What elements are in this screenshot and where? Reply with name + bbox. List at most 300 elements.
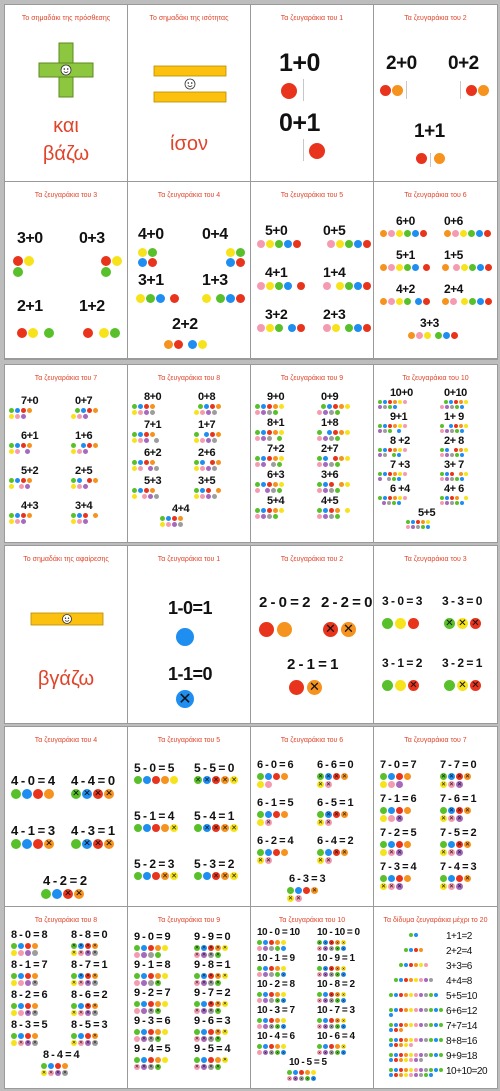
counter-dots	[194, 460, 222, 471]
counter-dots	[317, 940, 351, 951]
counter-dots	[317, 1044, 351, 1055]
crossed-dot	[215, 1064, 221, 1070]
crossed-dot	[341, 849, 348, 856]
counter-dot	[148, 466, 153, 471]
counter-dots	[380, 773, 416, 788]
counter-dot	[424, 978, 428, 982]
crossed-dot	[93, 789, 103, 799]
crossed-dot	[208, 1064, 214, 1070]
counter-dot	[32, 943, 38, 949]
equation: 7 - 0 = 7	[380, 759, 417, 771]
counter-dot	[345, 508, 350, 513]
card-minus-pairs-of-4	[5, 727, 128, 907]
crossed-dot	[215, 980, 221, 986]
counter-dot	[141, 980, 147, 986]
counter-dot	[132, 410, 137, 415]
equation: 9+1	[390, 411, 408, 423]
counter-dot	[27, 443, 32, 448]
counter-dot	[267, 404, 272, 409]
crossed-dot	[329, 992, 334, 997]
crossed-dot	[323, 972, 328, 977]
counter-dot	[162, 1057, 168, 1063]
counter-dot	[455, 453, 459, 457]
counter-dot	[77, 478, 82, 483]
counter-dots	[378, 424, 407, 433]
counter-dot	[378, 448, 382, 452]
counter-dot	[25, 449, 30, 454]
counter-dot	[404, 963, 408, 967]
counter-dot	[261, 430, 266, 435]
counter-dot	[409, 1073, 413, 1077]
counter-dot	[154, 438, 159, 443]
counter-dots	[257, 1044, 291, 1055]
counter-dot	[166, 516, 171, 521]
counter-dot	[265, 773, 272, 780]
counter-dots	[389, 993, 443, 997]
equation: 1+8	[321, 417, 339, 429]
equation: 4+2	[396, 282, 415, 296]
counter-dot	[383, 496, 387, 500]
counter-dot	[150, 460, 155, 465]
counter-dot	[424, 1023, 428, 1027]
counter-dot	[460, 453, 464, 457]
counter-dot	[339, 404, 344, 409]
counter-dot	[172, 516, 177, 521]
crossed-dot	[317, 781, 324, 788]
counter-dot	[255, 488, 260, 493]
counter-dot	[419, 1058, 423, 1062]
counter-dot	[440, 424, 444, 428]
equation: 2+1	[17, 298, 43, 315]
counter-dot	[265, 781, 272, 788]
card-pairs-of-9	[251, 365, 374, 542]
counter-dot	[404, 807, 411, 814]
counter-dots	[71, 478, 99, 489]
counter-dot	[464, 472, 468, 476]
counter-dot	[154, 494, 159, 499]
counter-dot	[281, 83, 297, 99]
equation: 2+2=4	[446, 946, 472, 957]
crossed-dot	[464, 875, 471, 882]
divider	[406, 81, 407, 99]
crossed-dot	[341, 966, 346, 971]
card-title: Το σημαδάκι της αφαίρεσης	[23, 556, 109, 563]
counter-dot	[394, 978, 398, 982]
counter-dot	[403, 400, 407, 404]
card-pairs-of-1	[251, 5, 374, 182]
counter-dots	[380, 264, 430, 271]
counter-dot	[448, 841, 455, 848]
crossed-dot	[201, 1036, 207, 1042]
card-pairs-of-5	[251, 182, 374, 359]
counter-dot	[378, 424, 382, 428]
counter-dot	[9, 408, 14, 413]
counter-dots	[11, 1033, 43, 1046]
counter-dots	[389, 1068, 443, 1077]
counter-dot	[83, 519, 88, 524]
counter-dot	[152, 824, 160, 832]
counter-dots	[194, 872, 243, 880]
counter-dots	[317, 430, 351, 441]
card-title: Τα ζευγαράκια του 3	[34, 192, 98, 199]
counter-dot	[403, 472, 407, 476]
crossed-dot	[85, 1003, 91, 1009]
counter-dot	[134, 980, 140, 986]
crossed-dot	[194, 776, 202, 784]
counter-dot	[411, 520, 415, 524]
counter-dots	[9, 478, 37, 489]
counter-dot	[281, 811, 288, 818]
counter-dot	[450, 453, 454, 457]
counter-dot	[389, 993, 393, 997]
counter-dot	[281, 992, 286, 997]
counter-dot	[15, 478, 20, 483]
counter-dot	[155, 1001, 161, 1007]
card-minus-pairs-of-1	[128, 546, 251, 723]
equation: 2 - 2 = 0	[321, 594, 372, 611]
counter-dots	[257, 240, 301, 248]
crossed-dot	[92, 980, 98, 986]
counter-dot	[141, 952, 147, 958]
counter-dot	[440, 472, 444, 476]
counter-dot	[269, 940, 274, 945]
counter-dot	[309, 143, 325, 159]
counter-dots	[134, 945, 173, 958]
crossed-dot	[92, 1010, 98, 1016]
counter-dot	[394, 1038, 398, 1042]
equation: 1+5	[444, 248, 463, 262]
counter-dot	[404, 993, 408, 997]
equation: 0+7	[75, 395, 93, 407]
counter-dot	[404, 773, 411, 780]
counter-dot	[206, 410, 211, 415]
counter-dot	[21, 513, 26, 518]
counter-dot	[424, 1068, 428, 1072]
crossed-dot	[230, 776, 238, 784]
divider	[460, 81, 461, 99]
crossed-dot	[341, 972, 346, 977]
counter-dot	[155, 1029, 161, 1035]
counter-dot	[424, 1008, 428, 1012]
counter-dots	[440, 875, 476, 890]
crossed-dot	[63, 889, 73, 899]
crossed-dot	[85, 1040, 91, 1046]
counter-dots	[317, 508, 351, 519]
counter-dot	[404, 1043, 408, 1047]
counter-dot	[132, 404, 137, 409]
counter-dot	[148, 1001, 154, 1007]
counter-dot	[414, 993, 418, 997]
counter-dot	[83, 484, 88, 489]
counter-dot	[388, 773, 395, 780]
crossed-dot	[317, 1024, 322, 1029]
counter-dot	[414, 1068, 418, 1072]
counter-dot	[81, 443, 86, 448]
counter-dot	[11, 943, 17, 949]
counter-dot	[77, 519, 82, 524]
counter-dot	[394, 1043, 398, 1047]
counter-dots	[134, 1001, 173, 1014]
counter-dot	[419, 1053, 423, 1057]
crossed-dot	[48, 1070, 54, 1076]
counter-dot	[138, 404, 143, 409]
counter-dot	[335, 436, 340, 441]
counter-dots	[164, 340, 207, 349]
counter-dots	[194, 824, 243, 832]
counter-dot	[464, 400, 468, 404]
counter-dot	[345, 482, 350, 487]
counter-dot	[275, 992, 280, 997]
counter-dot	[194, 973, 200, 979]
crossed-dot	[456, 807, 463, 814]
counter-dot	[383, 424, 387, 428]
counter-dot	[273, 849, 280, 856]
counter-dots	[323, 622, 356, 637]
card-title: Τα ζευγαράκια του 8	[157, 375, 221, 382]
counter-dot	[450, 501, 454, 505]
counter-dots	[389, 1053, 443, 1062]
counter-dot	[155, 1057, 161, 1063]
counter-dot	[380, 807, 387, 814]
counter-dot	[439, 1053, 443, 1057]
counter-dot	[419, 1068, 423, 1072]
equation: 7 - 7 = 0	[440, 759, 477, 771]
crossed-dot	[341, 1024, 346, 1029]
counter-dot	[383, 453, 387, 457]
crossed-dot	[85, 980, 91, 986]
counter-dots	[382, 618, 419, 629]
crossed-dot	[380, 883, 387, 890]
counter-dots	[404, 948, 428, 952]
counter-dots	[41, 889, 89, 899]
crossed-dot	[333, 811, 340, 818]
counter-dot	[71, 839, 81, 849]
counter-dot	[275, 946, 280, 951]
counter-dot	[323, 436, 328, 441]
counter-dot	[11, 1040, 17, 1046]
counter-dot	[378, 429, 382, 433]
counter-dot	[142, 494, 147, 499]
counter-dots	[132, 432, 160, 443]
counter-dot	[21, 478, 26, 483]
equation: 6 - 5 = 1	[317, 797, 354, 809]
counter-dot	[41, 1063, 47, 1069]
crossed-dot	[323, 946, 328, 951]
counter-dot	[200, 494, 205, 499]
equation: 8+0	[144, 391, 162, 403]
counter-dot	[144, 404, 149, 409]
counter-dot	[134, 1001, 140, 1007]
crossed-dot	[317, 998, 322, 1003]
card-minus-pairs-of-10	[251, 907, 374, 1088]
counter-dots	[444, 680, 481, 691]
counter-dot	[194, 824, 202, 832]
counter-dot	[93, 513, 98, 518]
equation: 3+0	[17, 230, 43, 247]
counter-dots	[255, 430, 289, 441]
counter-dot	[9, 519, 14, 524]
counter-dot	[52, 889, 62, 899]
crossed-dot	[341, 1044, 346, 1049]
counter-dot	[414, 1058, 418, 1062]
counter-dot	[279, 404, 284, 409]
counter-dot	[339, 430, 344, 435]
counter-dot	[464, 424, 468, 428]
counter-dot	[345, 456, 350, 461]
equation: 4+0	[138, 226, 164, 243]
counter-dot	[44, 789, 54, 799]
counter-dot	[383, 400, 387, 404]
equation: 3+2	[265, 306, 288, 322]
crossed-dot	[32, 1040, 38, 1046]
equation: 1+6	[75, 430, 93, 442]
crossed-dot	[448, 883, 455, 890]
crossed-dot	[44, 839, 54, 849]
counter-dot	[261, 462, 266, 467]
card-title: Τα ζευγαράκια του 5	[157, 737, 221, 744]
counter-dot	[33, 839, 43, 849]
counter-dot	[161, 824, 169, 832]
counter-dot	[273, 430, 278, 435]
crossed-dot	[155, 1064, 161, 1070]
card-title: Τα δίδυμα ζευγαράκια μέχρι το 20	[383, 917, 488, 924]
crossed-dot	[317, 946, 322, 951]
counter-dot	[32, 950, 38, 956]
counter-dot	[134, 973, 140, 979]
counter-dot	[267, 482, 272, 487]
crossed-dot	[74, 889, 84, 899]
counter-dot	[383, 448, 387, 452]
counter-dot	[404, 1058, 408, 1062]
counter-dot	[389, 1038, 393, 1042]
counter-dot	[317, 430, 322, 435]
counter-dot	[460, 501, 464, 505]
counter-dots	[440, 400, 469, 409]
counter-dot	[414, 1008, 418, 1012]
crossed-dot	[18, 1040, 24, 1046]
crossed-dot	[25, 1040, 31, 1046]
counter-dots	[11, 1003, 43, 1016]
counter-dot	[323, 488, 328, 493]
counter-dot	[380, 849, 387, 856]
counter-dot	[216, 404, 221, 409]
counter-dot	[393, 424, 397, 428]
counter-dot	[419, 963, 423, 967]
counter-dot	[382, 501, 386, 505]
counter-dot	[200, 410, 205, 415]
equation: 5+4	[267, 495, 285, 507]
card-title: Τα ζευγαράκια του 1	[280, 15, 344, 22]
crossed-dot	[341, 1018, 346, 1023]
crossed-dot	[78, 950, 84, 956]
equation: 3 - 0 = 3	[382, 594, 422, 608]
crossed-dot	[215, 1029, 221, 1035]
counter-dot	[323, 410, 328, 415]
equation: 10 - 10 = 0	[317, 927, 360, 938]
counter-dot	[257, 972, 262, 977]
counter-dot	[329, 514, 334, 519]
counter-dot	[263, 1024, 268, 1029]
counter-dot	[335, 1044, 340, 1049]
equation: 6 +4	[390, 483, 410, 495]
counter-dot	[15, 519, 20, 524]
counter-dot	[27, 478, 32, 483]
counter-dot	[393, 405, 397, 409]
counter-dot	[387, 477, 391, 481]
counter-dot	[440, 841, 447, 848]
equation: 4+1	[265, 264, 288, 280]
counter-dots	[466, 85, 489, 96]
counter-dot	[429, 1038, 433, 1042]
crossed-dot	[93, 839, 103, 849]
counter-dot	[414, 948, 418, 952]
counter-dot	[445, 448, 449, 452]
card-title: Τα ζευγαράκια του 4	[34, 737, 98, 744]
equation: 2+7	[321, 443, 339, 455]
counter-dot	[421, 525, 425, 529]
counter-dot	[261, 456, 266, 461]
equation: 8 - 2 = 6	[11, 989, 48, 1001]
equation: 7+2	[267, 443, 285, 455]
counter-dot	[215, 1057, 221, 1063]
counter-dots	[327, 240, 371, 248]
crossed-dot	[317, 857, 324, 864]
counter-dot	[317, 410, 322, 415]
counter-dot	[269, 972, 274, 977]
counter-dot	[141, 1029, 147, 1035]
crossed-dot	[71, 950, 77, 956]
equation: 1+1	[414, 121, 445, 142]
counter-dots	[194, 973, 233, 986]
pairs-7-10-sheet	[4, 364, 498, 543]
counter-dot	[78, 1033, 84, 1039]
counter-dot	[9, 513, 14, 518]
counter-dot	[194, 872, 202, 880]
crossed-dot	[456, 883, 463, 890]
counter-dots	[378, 448, 407, 457]
counter-dot	[287, 887, 294, 894]
counter-dot	[424, 1073, 428, 1077]
counter-dot	[11, 950, 17, 956]
counter-dot	[394, 1023, 398, 1027]
counter-dot	[200, 460, 205, 465]
crossed-dot	[323, 1050, 328, 1055]
counter-dot	[261, 508, 266, 513]
crossed-dot	[71, 789, 81, 799]
counter-dots	[378, 496, 407, 505]
counter-dot	[317, 811, 324, 818]
counter-dot	[439, 1068, 443, 1072]
counter-dot	[404, 875, 411, 882]
card-pairs-of-10	[374, 365, 497, 542]
counter-dot	[144, 432, 149, 437]
counter-dot	[71, 484, 76, 489]
counter-dot	[317, 514, 322, 519]
counter-dot	[267, 430, 272, 435]
equation: 10 - 0 = 10	[257, 927, 300, 938]
counter-dots	[289, 680, 322, 695]
counter-dot	[317, 966, 322, 971]
counter-dot	[404, 1053, 408, 1057]
counter-dot	[11, 789, 21, 799]
counter-dot	[388, 405, 392, 409]
counter-dot	[429, 1008, 433, 1012]
counter-dot	[257, 1044, 262, 1049]
equation: 1+ 9	[444, 411, 464, 423]
counter-dots	[101, 256, 127, 277]
counter-dot	[18, 1033, 24, 1039]
counter-dots	[132, 460, 160, 471]
